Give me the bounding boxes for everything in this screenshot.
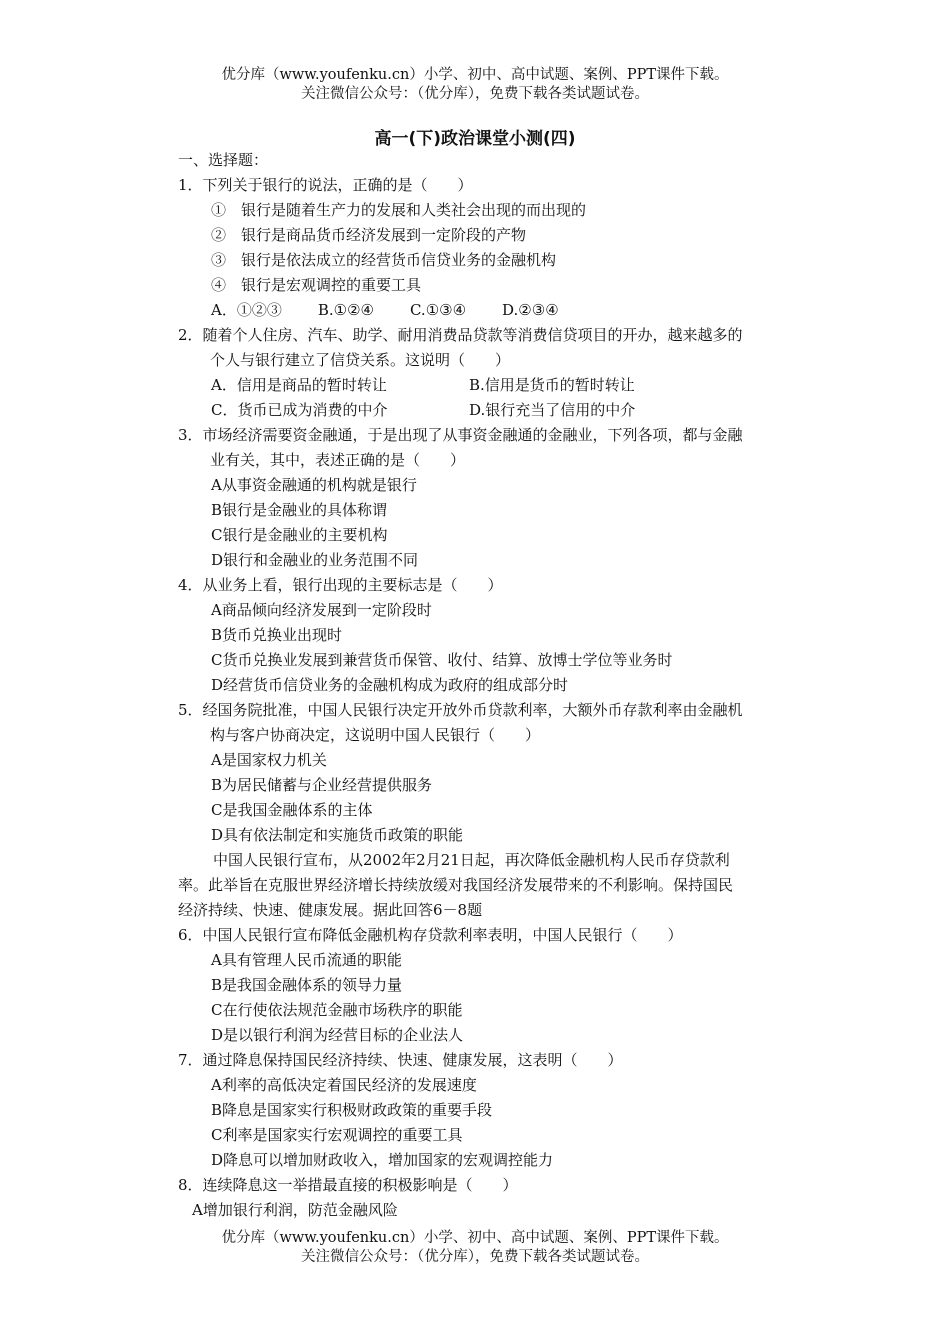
header-line-2: 关注微信公众号：（优分库），免费下载各类试题试卷。 [301,86,649,102]
question-4-option: D经营货币信贷业务的金融机构成为政府的组成部分时 [211,676,569,694]
passage-line: 中国人民银行宣布，从2002年2月21日起，再次降低金融机构人民币存贷款利 [213,851,730,869]
question-7-option: B降息是国家实行积极财政政策的重要手段 [211,1101,493,1119]
question-5-option: D具有依法制定和实施货币政策的职能 [211,826,464,844]
question-1-stem: 1．下列关于银行的说法，正确的是（ ） [178,176,473,194]
question-1-item: ④ 银行是宏观调控的重要工具 [211,276,422,294]
footer-line-2: 关注微信公众号：（优分库），免费下载各类试题试卷。 [301,1249,649,1265]
page-title: 高一(下)政治课堂小测(四) [374,129,576,149]
question-2-option-c: C．货币已成为消费的中介 [211,401,388,419]
question-2-option-b: B.信用是货币的暂时转让 [469,376,635,394]
question-3-option: A从事资金融通的机构就是银行 [211,476,417,494]
section-heading: 一、选择题： [178,151,269,169]
question-6-option: C在行使依法规范金融市场秩序的职能 [211,1001,463,1019]
question-5-option: A是国家权力机关 [211,751,327,769]
question-3-option: C银行是金融业的主要机构 [211,526,388,544]
question-3-stem: 3．市场经济需要资金融通，于是出现了从事资金融通的金融业，下列各项，都与金融 [178,426,743,444]
header-line-1: 优分库（www.youfenku.cn）小学、初中、高中试题、案例、PPT课件下载。 [221,67,729,83]
question-6-stem: 6．中国人民银行宣布降低金融机构存贷款利率表明，中国人民银行（ ） [178,926,683,944]
question-2-option-a: A．信用是商品的暂时转让 [211,376,387,394]
question-6-option: A具有管理人民币流通的职能 [211,951,402,969]
question-4-option: C货币兑换业发展到兼营货币保管、收付、结算、放博士学位等业务时 [211,651,673,669]
question-3-stem-cont: 业有关，其中，表述正确的是（ ） [210,451,466,469]
question-1-option-d: D.②③④ [502,301,559,319]
question-1-item: ① 银行是随着生产力的发展和人类社会出现的而出现的 [211,201,587,219]
page-footer [0,1229,950,1267]
question-4-option: B货币兑换业出现时 [211,626,343,644]
footer-line-1: 优分库（www.youfenku.cn）小学、初中、高中试题、案例、PPT课件下载。 [221,1230,729,1246]
question-1-options [178,298,818,323]
question-5-stem: 5．经国务院批准，中国人民银行决定开放外币贷款利率，大额外币存款利率由金融机 [178,701,743,719]
question-1-item: ③ 银行是依法成立的经营货币信贷业务的金融机构 [211,251,557,269]
question-2-option-d: D.银行充当了信用的中介 [469,401,636,419]
question-1-option-b: B.①②④ [317,301,374,319]
question-4-stem: 4．从业务上看，银行出现的主要标志是（ ） [178,576,503,594]
question-2-stem-cont: 个人与银行建立了信贷关系。这说明（ ） [210,351,511,369]
question-1-option-c: C.①③④ [409,301,467,319]
question-2-stem: 2．随着个人住房、汽车、助学、耐用消费品贷款等消费信贷项目的开办，越来越多的 [178,326,743,344]
question-5-stem-cont: 构与客户协商决定，这说明中国人民银行（ ） [210,726,541,744]
question-8-option: A增加银行利润，防范金融风险 [192,1201,398,1219]
question-6-option: D是以银行利润为经营目标的企业法人 [211,1026,464,1044]
question-6-option: B是我国金融体系的领导力量 [211,976,403,994]
question-7-option: C利率是国家实行宏观调控的重要工具 [211,1126,463,1144]
question-1-option-a: A．①②③ [211,301,282,319]
document-body [178,148,818,1223]
question-2-options-row-2 [178,398,818,423]
question-7-option: A利率的高低决定着国民经济的发展速度 [211,1076,477,1094]
question-2-options-row-1 [178,373,818,398]
question-8-stem: 8．连续降息这一举措最直接的积极影响是（ ） [178,1176,518,1194]
question-5-option: B为居民储蓄与企业经营提供服务 [211,776,433,794]
passage-line: 率。此举旨在克服世界经济增长持续放缓对我国经济发展带来的不利影响。保持国民 [178,876,734,894]
question-1-item: ② 银行是商品货币经济发展到一定阶段的产物 [211,226,527,244]
passage-line: 经济持续、快速、健康发展。据此回答6－8题 [178,901,483,919]
question-7-option: D降息可以增加财政收入，增加国家的宏观调控能力 [211,1151,554,1169]
question-3-option: B银行是金融业的具体称谓 [211,501,388,519]
question-5-option: C是我国金融体系的主体 [211,801,373,819]
question-4-option: A商品倾向经济发展到一定阶段时 [211,601,432,619]
question-3-option: D银行和金融业的业务范围不同 [211,551,419,569]
question-7-stem: 7．通过降息保持国民经济持续、快速、健康发展，这表明（ ） [178,1051,623,1069]
page-header [0,66,950,104]
